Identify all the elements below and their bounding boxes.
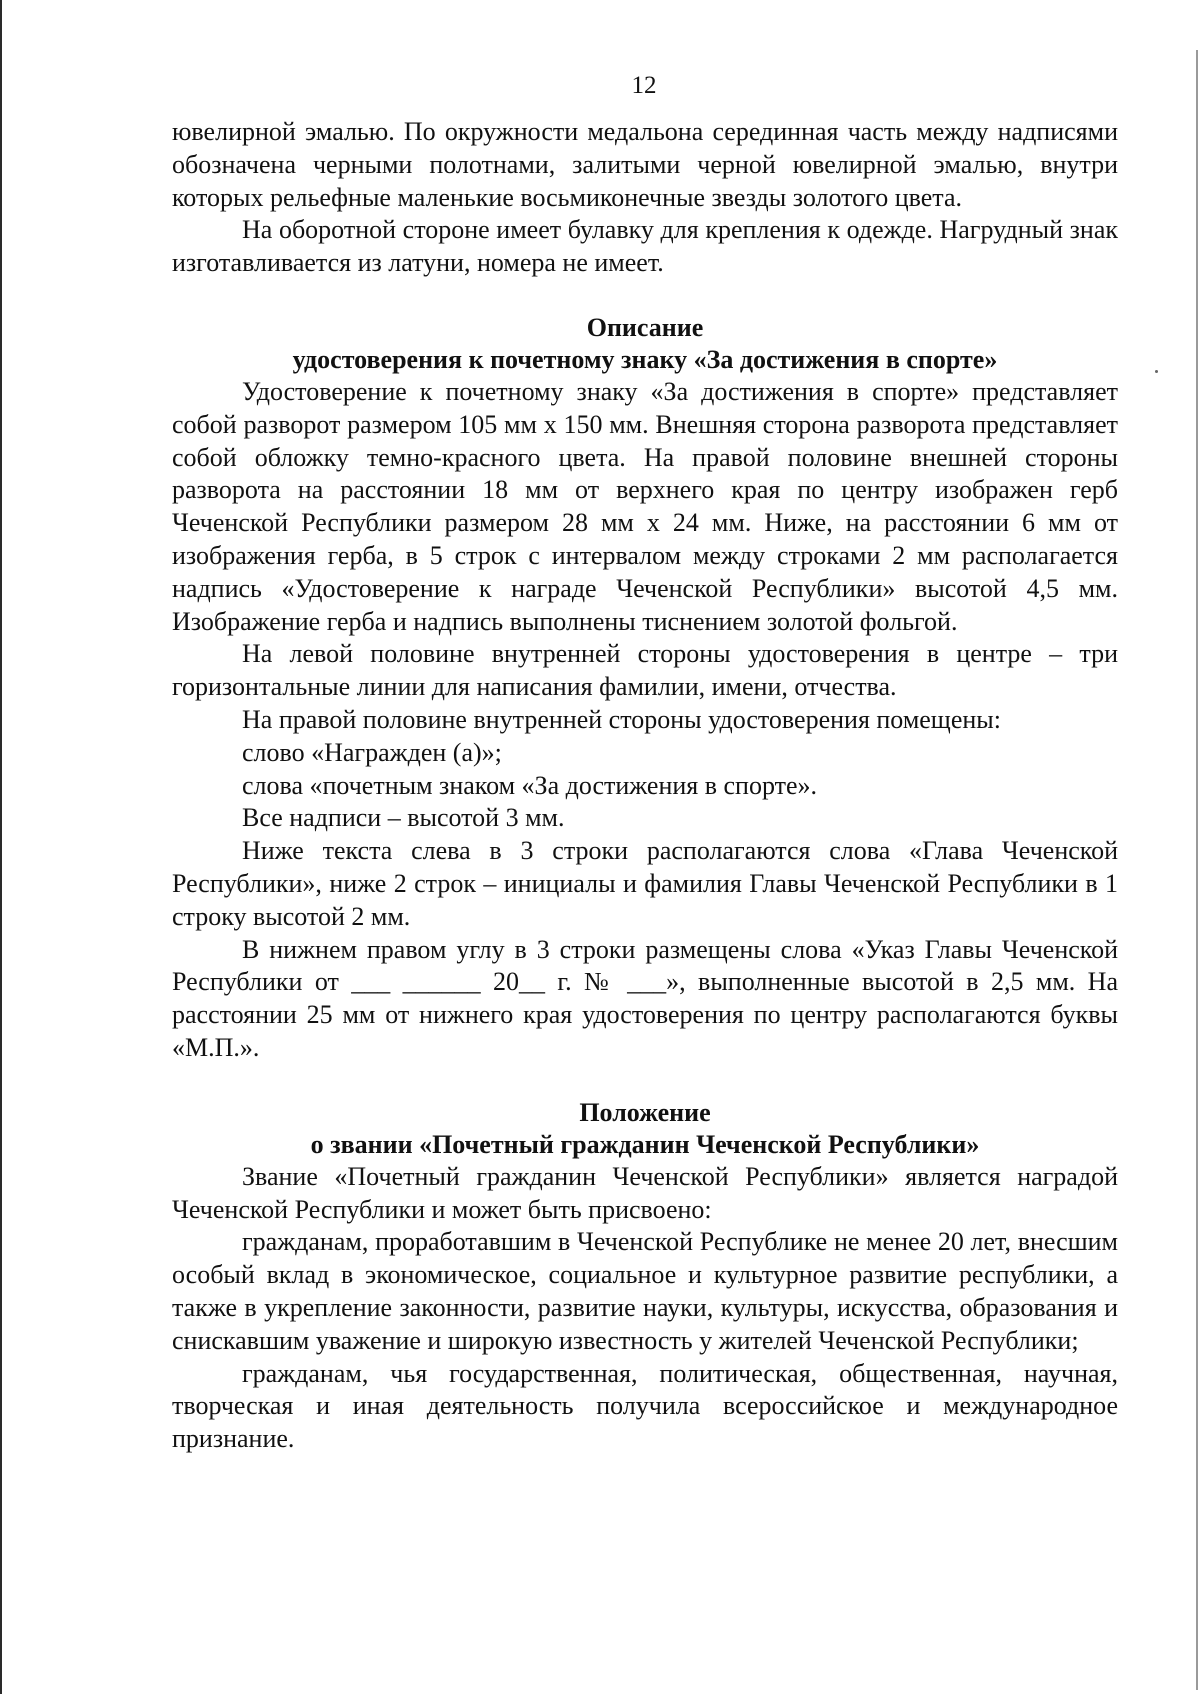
scan-right-edge [1196, 50, 1198, 1690]
certificate-paragraph-6: Все надписи – высотой 3 мм. [242, 803, 565, 833]
regulation-heading-subtitle: о звании «Почетный гражданин Чеченской Республики» [310, 1129, 980, 1159]
scan-artifact-dot [1155, 370, 1158, 373]
intro-paragraph-1: ювелирной эмалью. По окружности медальона серединная часть между надписями обозначена черными полотнами, залитыми черной ювелирной эмалью, внутри которых рельефные маленькие восьмиконечные звезды золотого цвета. [172, 117, 1118, 212]
certificate-paragraph-8: В нижнем правом углу в 3 строки размещены слова «Указ Главы Чеченской Республики от ___ ______ 20__ г. № ___», выполненные высотой в 2,5 мм. На расстоянии 25 мм от нижнего края удостоверения по центру располагаются буквы «М.П.». [172, 934, 1118, 1062]
certificate-paragraph-7: Ниже текста слева в 3 строки располагаются слова «Глава Чеченской Республики», ниже 2 строк – инициалы и фамилия Главы Чеченской Республики в 1 строку высотой 2 мм. [172, 836, 1118, 931]
certificate-paragraph-4: слово «Награжден (а)»; [242, 737, 502, 767]
certificate-heading-title: Описание [586, 312, 704, 342]
certificate-paragraph-1: Удостоверение к почетному знаку «За достижения в спорте» представляет собой разворот размером 105 мм х 150 мм. Внешняя сторона разворота представляет собой обложку темно-красного цвета. На правой половине внешней стороны разворота на расстоянии 18 мм от верхнего края по центру изображен герб Чеченской Республики размером 28 мм х 24 мм. Ниже, на расстоянии 6 мм от изображения герба, в 5 строк с интервалом между строками 2 мм располагается надпись «Удостоверение к награде Чеченской Республики» высотой 4,5 мм. Изображение герба и надпись выполнены тиснением золотой фольгой. [172, 376, 1118, 636]
certificate-heading [172, 312, 1118, 376]
regulation-paragraph-3: гражданам, чья государственная, политическая, общественная, научная, творческая и иная деятельность получила всероссийское и международное признание. [172, 1358, 1118, 1454]
regulation-heading-title: Положение [579, 1097, 711, 1127]
certificate-paragraph-3: На правой половине внутренней стороны удостоверения помещены: [242, 704, 1001, 734]
certificate-paragraph-5: слова «почетным знаком «За достижения в спорте». [242, 770, 818, 800]
page-number: 12 [631, 72, 657, 99]
certificate-heading-subtitle: удостоверения к почетному знаку «За достижения в спорте» [292, 344, 998, 374]
regulation-paragraph-1: Звание «Почетный гражданин Чеченской Республики» является наградой Чеченской Республики и может быть присвоено: [172, 1161, 1118, 1224]
certificate-paragraph-2: На левой половине внутренней стороны удостоверения в центре – три горизонтальные линии для написания фамилии, имени, отчества. [172, 639, 1118, 702]
regulation-heading [172, 1097, 1118, 1161]
regulation-paragraph-2: гражданам, проработавшим в Чеченской Республике не менее 20 лет, внесшим особый вклад в экономическое, социальное и культурное развитие республики, а также в укрепление законности, развитие науки, культуры, искусства, образования и снискавшим уважение и широкую известность у жителей Чеченской Республики; [172, 1227, 1118, 1355]
intro-paragraph-2: На оборотной стороне имеет булавку для крепления к одежде. Нагрудный знак изготавливается из латуни, номера не имеет. [172, 215, 1118, 278]
document-body [172, 116, 1118, 1456]
scan-left-edge [0, 0, 2, 1694]
